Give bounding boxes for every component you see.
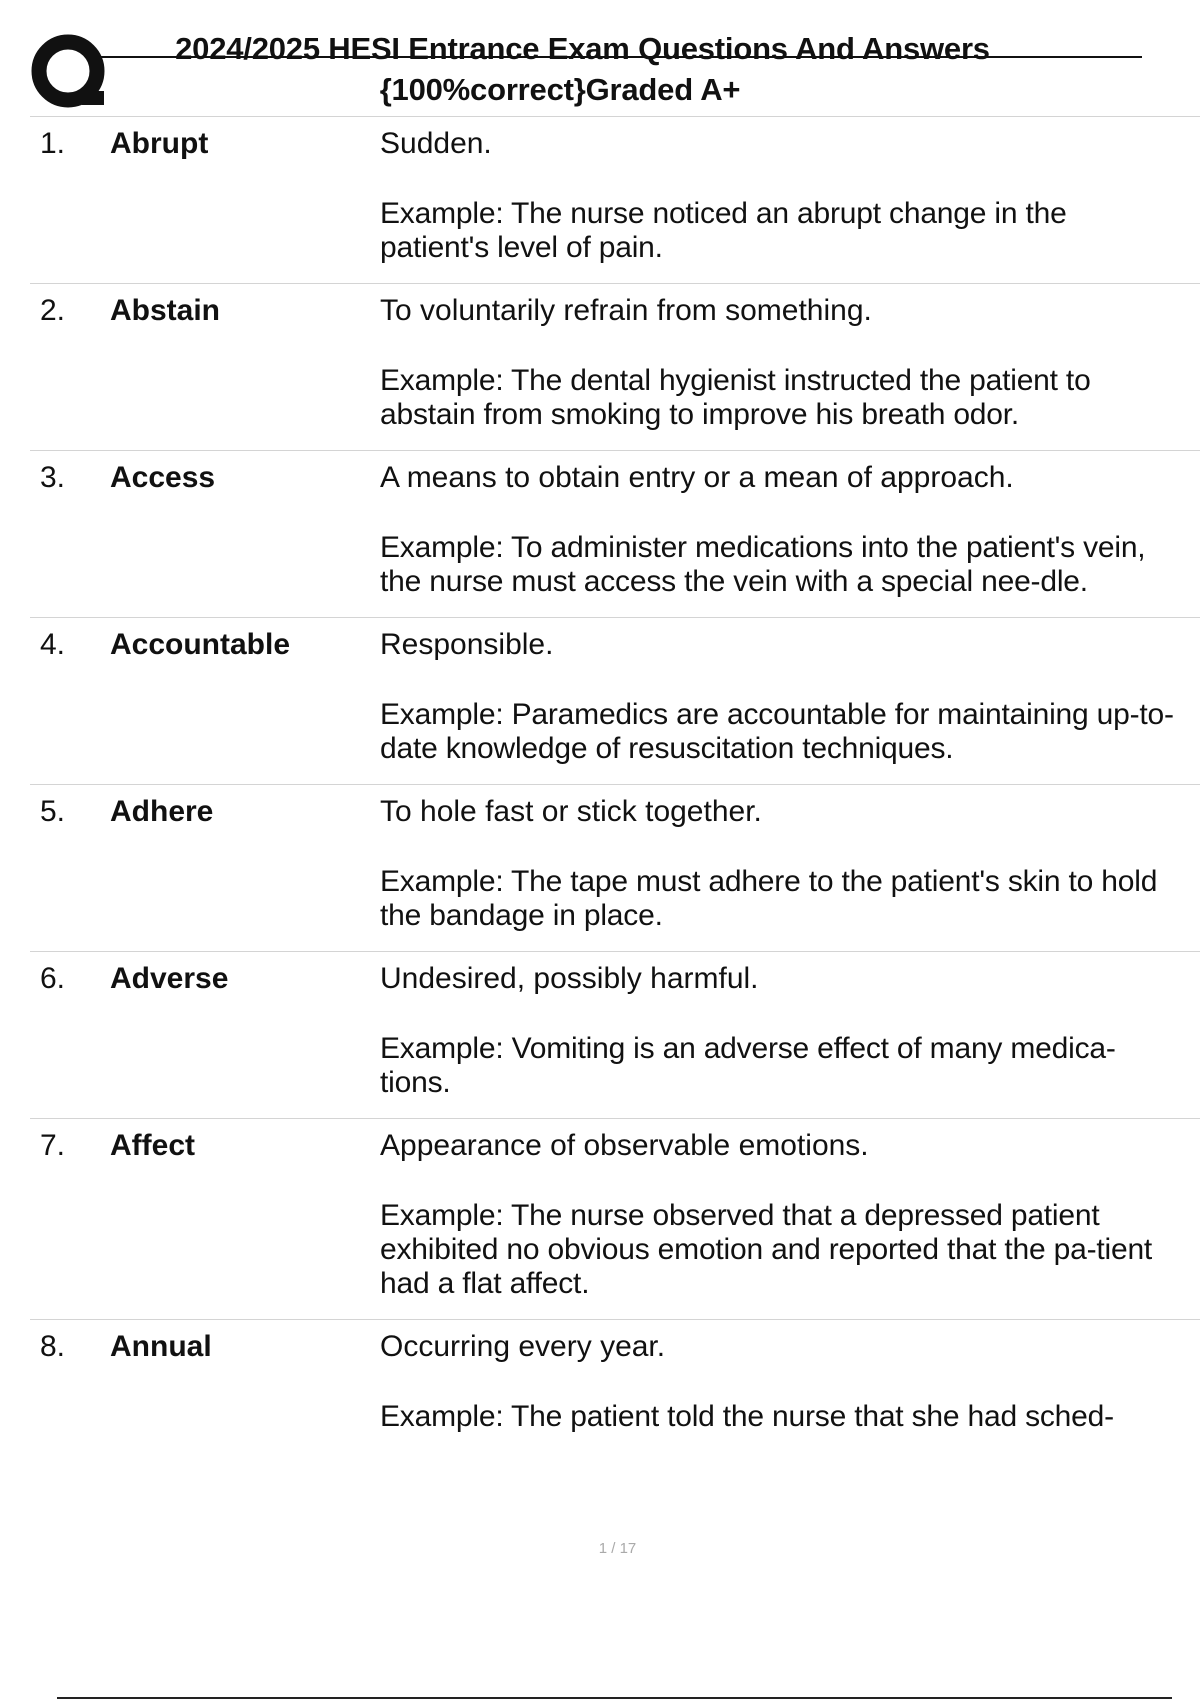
page-indicator: 1 / 17 [598, 1540, 637, 1557]
term-row [30, 284, 1200, 451]
document-title [0, 29, 1165, 69]
term-word: Abrupt [110, 127, 209, 160]
document-subtitle: {100%correct}Graded A+ [379, 72, 741, 107]
term-word: Abstain [110, 294, 221, 327]
term-definition-block [380, 127, 1180, 265]
term-number: 8. [40, 1330, 66, 1363]
term-word: Affect [110, 1129, 196, 1162]
term-example: Example: The nurse noticed an abrupt change in the patient's level of pain. [380, 197, 1067, 264]
term-definition: Responsible. [380, 628, 554, 661]
term-definition: Sudden. [380, 127, 492, 160]
term-number: 2. [40, 294, 66, 327]
term-example: Example: Paramedics are accountable for maintaining up-to-date knowledge of resuscitation techniques. [380, 698, 1174, 765]
term-word: Adhere [110, 795, 214, 828]
term-example: Example: The patient told the nurse that she had sched- [380, 1400, 1114, 1433]
bottom-rule [57, 1697, 1172, 1699]
term-example: Example: To administer medications into the patient's vein, the nurse must access the vein with a special nee-dle. [380, 531, 1146, 598]
term-definition-block [380, 628, 1180, 766]
term-row [30, 1119, 1200, 1320]
term-number: 6. [40, 962, 66, 995]
term-word: Access [110, 461, 216, 494]
term-example: Example: The dental hygienist instructed the patient to abstain from smoking to improve his breath odor. [380, 364, 1091, 431]
term-example: Example: The tape must adhere to the patient's skin to hold the bandage in place. [380, 865, 1158, 932]
term-example: Example: Vomiting is an adverse effect of many medica-tions. [380, 1032, 1116, 1099]
term-number: 4. [40, 628, 66, 661]
term-row [30, 1320, 1200, 1452]
term-word: Accountable [110, 628, 291, 661]
term-word: Annual [110, 1330, 212, 1363]
term-row [30, 785, 1200, 952]
term-row [30, 952, 1200, 1119]
term-row [30, 117, 1200, 284]
term-definition: Appearance of observable emotions. [380, 1129, 869, 1162]
term-definition-block [380, 795, 1180, 933]
term-number: 7. [40, 1129, 66, 1162]
term-row [30, 451, 1200, 618]
term-definition: To voluntarily refrain from something. [380, 294, 872, 327]
term-example: Example: The nurse observed that a depressed patient exhibited no obvious emotion and reported that the pa-tient had a flat affect. [380, 1199, 1153, 1300]
term-definition-block [380, 962, 1180, 1100]
term-word: Adverse [110, 962, 229, 995]
term-definition: Occurring every year. [380, 1330, 666, 1363]
term-definition-block [380, 461, 1180, 599]
document-header [0, 0, 1200, 116]
term-definition: Undesired, possibly harmful. [380, 962, 759, 995]
term-definition: To hole fast or stick together. [380, 795, 762, 828]
term-definition-block [380, 1129, 1180, 1301]
terms-list [30, 117, 1200, 1452]
term-row [30, 618, 1200, 785]
term-number: 1. [40, 127, 66, 160]
term-definition: A means to obtain entry or a mean of approach. [380, 461, 1014, 494]
term-definition-block [380, 1330, 1180, 1434]
term-number: 5. [40, 795, 66, 828]
document-title-text: 2024/2025 HESI Entrance Exam Questions And Answers [175, 31, 990, 66]
term-number: 3. [40, 461, 66, 494]
term-definition-block [380, 294, 1180, 432]
